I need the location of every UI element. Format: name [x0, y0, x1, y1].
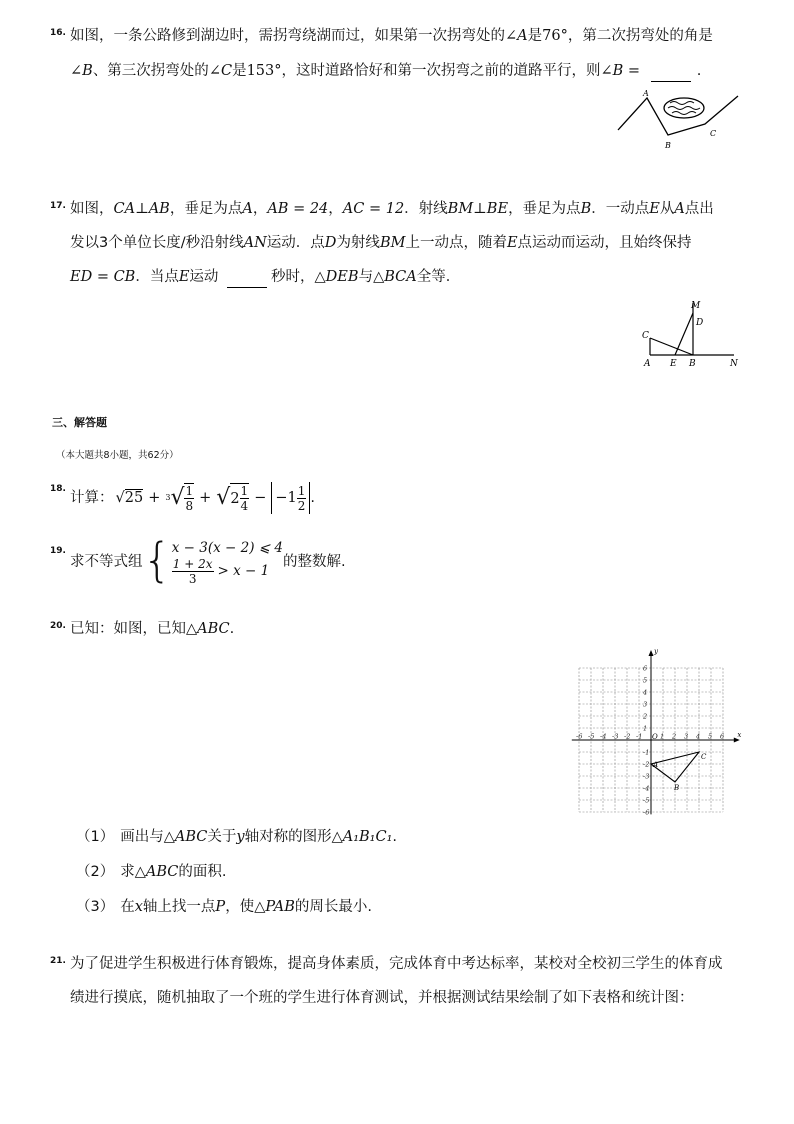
x-tick-label: 1 — [660, 732, 665, 741]
y-tick-label: 2 — [643, 712, 648, 721]
x-tick-label: -6 — [576, 732, 583, 741]
x-tick-label: -3 — [612, 732, 619, 741]
y-tick-label: 5 — [643, 676, 648, 685]
x-tick-label: 6 — [720, 732, 725, 741]
y-tick-label: -5 — [643, 796, 650, 805]
y-tick-label: 6 — [643, 664, 648, 673]
y-tick-label: -4 — [643, 784, 650, 793]
q17-answer-blank[interactable] — [227, 273, 267, 288]
q16-label-B: B — [665, 141, 671, 150]
point-label-C: C — [701, 753, 707, 761]
q17-label-N: N — [730, 359, 738, 369]
q17-line3: ED = CB．当点E运动 秒时，△DEB与△BCA全等． — [70, 266, 460, 288]
q17-label-C: C — [642, 331, 649, 341]
q16-label-A: A — [643, 89, 649, 98]
x-tick-label: -5 — [588, 732, 595, 741]
origin-label: O — [652, 733, 658, 741]
q19-number: 19. — [50, 546, 66, 556]
q19-system: 求不等式组 { x − 3(x − 2) ⩽ 4 $\frac{1 + 2x}{3}$ > x − 1 的整数解. — [70, 533, 346, 587]
q20-number: 20. — [50, 621, 66, 631]
x-axis-label: x — [737, 731, 742, 739]
q21-line2: 绩进行摸底，随机抽取了一个班的学生进行体育测试，并根据测试结果绘制了如下表格和统计图： — [70, 990, 694, 1006]
point-label-B: B — [674, 784, 680, 792]
q21-line1: 为了促进学生积极进行体育锻炼，提高身体素质，完成体育中考达标率，某校对全校初三学生的体育成 — [70, 956, 723, 972]
y-tick-label: 4 — [643, 688, 648, 697]
q21-number: 21. — [50, 956, 66, 966]
y-tick-label: -1 — [643, 748, 650, 757]
q20-part-1: （1） 画出与△ABC关于y轴对称的图形△A₁B₁C₁. — [76, 829, 398, 845]
y-axis-arrow — [649, 650, 654, 656]
q17-line1: 如图，CA⊥AB，垂足为点A，AB = 24，AC = 12．射线BM⊥BE，垂足为点B．一动点E从A点出 — [70, 201, 714, 217]
q17-number: 17. — [50, 201, 66, 211]
q17-line2: 发以3个单位长度/秒沿射线AN运动．点D为射线BM上一动点，随着E点运动而运动，且始终保持 — [70, 235, 692, 251]
x-tick-label: 4 — [696, 732, 701, 741]
q16-answer-blank[interactable] — [651, 67, 691, 82]
q17-label-M: M — [691, 301, 701, 311]
q16-line1: 如图，一条公路修到湖边时，需拐弯绕湖而过，如果第一次拐弯处的∠A是76°，第二次拐弯处的角是 — [70, 28, 713, 44]
q17-label-A: A — [644, 359, 651, 369]
x-tick-label: 2 — [672, 732, 677, 741]
q17-label-D: D — [696, 318, 704, 328]
lake-waves — [668, 102, 700, 115]
q16-label-C: C — [710, 129, 717, 138]
y-axis-label: y — [654, 648, 658, 656]
q16-lake-figure — [610, 88, 745, 158]
y-tick-label: -6 — [643, 808, 650, 816]
q16-line2: ∠B、第三次拐弯处的∠C是153°，这时道路恰好和第一次拐弯之前的道路平行，则∠B = . — [70, 60, 701, 82]
section-title: 三、解答题 — [52, 416, 107, 429]
q20-part-2: （2） 求△ABC的面积. — [76, 864, 227, 880]
q17-label-E: E — [670, 359, 677, 369]
q20-part-3: （3） 在x轴上找一点P，使△PAB的周长最小. — [76, 899, 373, 915]
y-tick-label: 3 — [643, 700, 648, 709]
q18-number: 18. — [50, 484, 66, 494]
q20-statement: 已知：如图，已知△ABC. — [70, 621, 235, 637]
q18-expression: 计算： √25 + 3 √ $\frac{1}{8}$ + √ 2 $\frac{1}{4}$ − −1 $\frac{1}{2}$ . — [70, 483, 315, 513]
x-tick-label: -2 — [624, 732, 631, 741]
coordinate-grid — [565, 648, 745, 816]
q17-label-B: B — [689, 359, 696, 369]
x-tick-label: -4 — [600, 732, 607, 741]
x-tick-label: -1 — [636, 732, 643, 741]
point-label-A: A — [653, 761, 659, 769]
section-note: （本大题共8小题，共62分） — [56, 450, 179, 461]
y-tick-label: -3 — [643, 772, 650, 781]
q17-figure — [638, 298, 743, 370]
y-tick-label: 1 — [643, 724, 648, 733]
road-line — [618, 96, 738, 135]
x-tick-label: 5 — [708, 732, 713, 741]
x-tick-label: 3 — [684, 732, 689, 741]
y-tick-label: -2 — [643, 760, 650, 769]
q16-number: 16. — [50, 28, 66, 38]
